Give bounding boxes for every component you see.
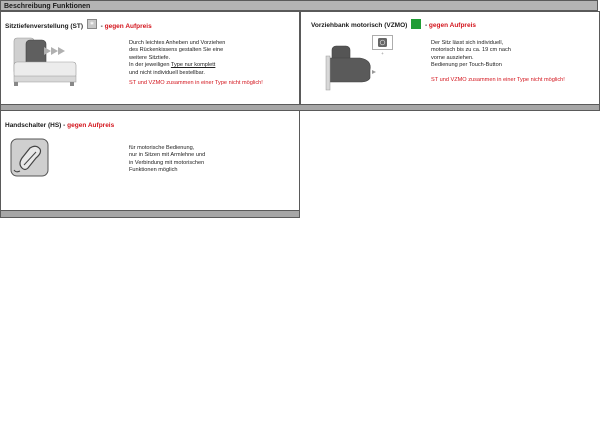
vzmo-line: Bedienung per Touch-Button	[431, 62, 502, 69]
vzmo-dash: -	[424, 22, 428, 29]
st-description	[129, 40, 263, 87]
arrow-right-icon	[44, 46, 66, 56]
hs-price: gegen Aufpreis	[67, 122, 115, 129]
section-title: Beschreibung Funktionen	[4, 3, 91, 10]
svg-text:+: +	[381, 51, 384, 55]
st-title: Sitztiefenverstellung (ST)	[5, 23, 84, 30]
sofa-st-illustration-icon	[10, 34, 80, 92]
st-line: weitere Sitztiefe.	[129, 54, 171, 61]
vzmo-title-row	[311, 19, 476, 30]
vzmo-description	[431, 40, 565, 84]
vzmo-line: motorisch bis zu ca. 19 cm nach	[431, 47, 511, 54]
hs-line: für motorische Bedienung,	[129, 145, 195, 151]
st-line: und nicht individuell bestellbar.	[129, 69, 205, 76]
st-warning: ST und VZMO zusammen in einer Type nicht möglich!	[129, 80, 263, 87]
vzmo-price: gegen Aufpreis	[428, 22, 476, 29]
section-header	[0, 0, 598, 11]
st-line-with-underline: In der jeweiligen Type nur komplett	[129, 62, 216, 69]
st-price: gegen Aufpreis	[104, 23, 152, 30]
svg-text:*: *	[89, 20, 94, 28]
vzmo-badge-icon	[411, 19, 421, 29]
vzmo-warning: ST und VZMO zusammen in einer Type nicht möglich!	[431, 76, 565, 83]
hs-line: Funktionen möglich	[129, 167, 178, 174]
st-dash: -	[100, 23, 103, 30]
vzmo-line: vorne ausziehen.	[431, 54, 474, 61]
st-line: des Rückenkissens gestalten Sie eine	[129, 47, 224, 54]
hs-line: in Verbindung mit motorischen	[129, 159, 205, 166]
hs-line: nur in Sitzen mit Armlehne und	[129, 152, 206, 159]
hand-switch-icon	[10, 138, 50, 178]
hs-title-row	[5, 122, 114, 130]
sofa-vzmo-illustration-icon	[316, 44, 382, 94]
st-line: Durch leichtes Anheben und Vorziehen	[129, 40, 226, 46]
vzmo-line: Der Sitz lässt sich individuell,	[431, 40, 504, 46]
st-title-row	[5, 19, 152, 31]
st-badge-icon	[87, 19, 97, 29]
hs-dash: -	[63, 122, 66, 129]
vzmo-title: Vorziehbank motorisch (VZMO)	[311, 22, 408, 29]
hs-description	[129, 145, 205, 175]
hs-title: Handschalter (HS)	[5, 122, 62, 129]
bottom-strip	[0, 210, 300, 218]
